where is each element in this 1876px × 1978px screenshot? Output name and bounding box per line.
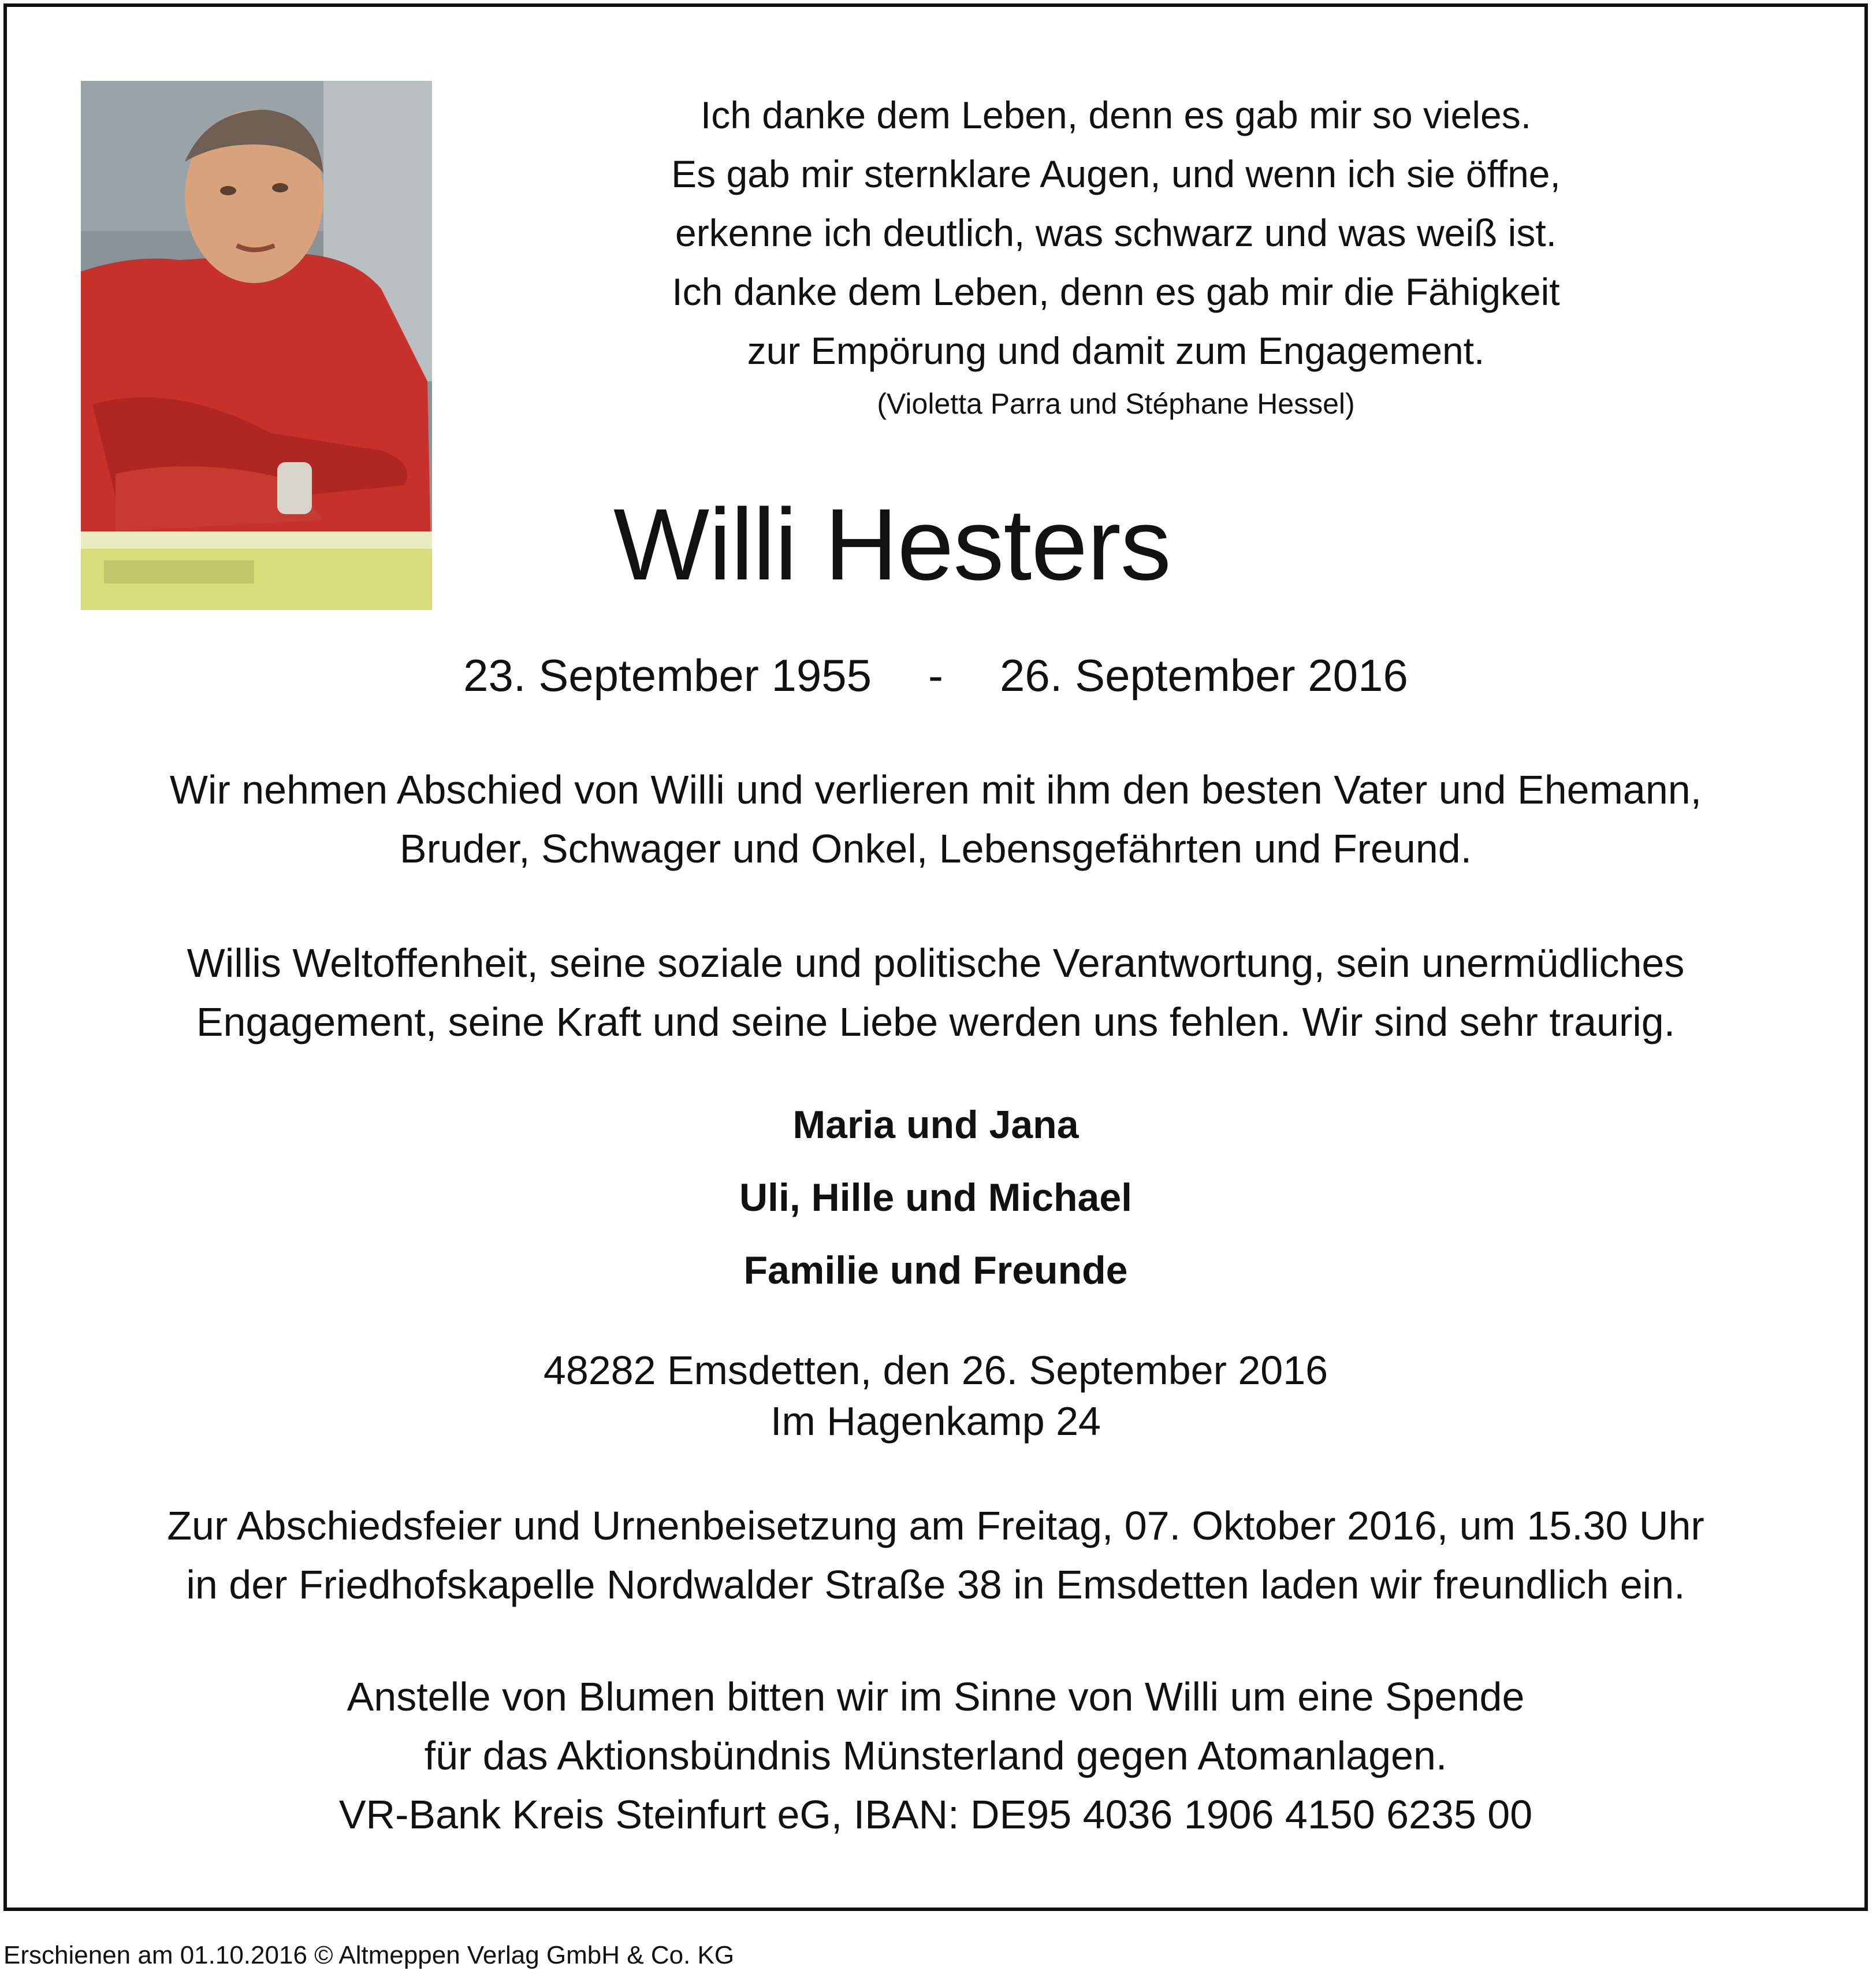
birth-date: 23. September 1955 <box>463 650 872 701</box>
poem <box>515 85 1717 380</box>
ceremony-line: in der Friedhofskapelle Nordwalder Straße 38 in Emsdetten laden wir freundlich ein. <box>186 1562 1685 1607</box>
poem-line: zur Empörung und damit zum Engagement. <box>747 329 1485 372</box>
date-separator: - <box>928 650 943 701</box>
life-dates <box>7 649 1864 702</box>
death-notice <box>3 3 1868 1911</box>
tribute-line: Engagement, seine Kraft und seine Liebe werden uns fehlen. Wir sind sehr traurig. <box>196 999 1676 1044</box>
death-date: 26. September 2016 <box>999 650 1408 701</box>
farewell-line: Bruder, Schwager und Onkel, Lebensgefährten und Freund. <box>399 826 1472 871</box>
tribute-text <box>7 934 1864 1051</box>
donation-line: für das Aktionsbündnis Münsterland gegen Atomanlagen. <box>424 1733 1447 1778</box>
ceremony-text <box>7 1496 1864 1614</box>
street-address: Im Hagenkamp 24 <box>770 1399 1101 1444</box>
city-date: 48282 Emsdetten, den 26. September 2016 <box>543 1348 1328 1393</box>
donation-text <box>7 1667 1864 1844</box>
farewell-text <box>7 760 1864 878</box>
address-block <box>7 1345 1864 1447</box>
tribute-line: Willis Weltoffenheit, seine soziale und politische Verantwortung, sein unermüdliches <box>187 940 1685 986</box>
ceremony-line: Zur Abschiedsfeier und Urnenbeisetzung am Freitag, 07. Oktober 2016, um 15.30 Uhr <box>167 1503 1704 1548</box>
poem-line: Es gab mir sternklare Augen, und wenn ich sie öffne, <box>671 153 1561 195</box>
donation-line: Anstelle von Blumen bitten wir im Sinne von Willi um eine Spende <box>347 1674 1525 1719</box>
publication-footer: Erschienen am 01.10.2016 © Altmeppen Verlag GmbH & Co. KG <box>3 1941 735 1969</box>
deceased-name: Willi Hesters <box>613 488 1171 601</box>
poem-line: Ich danke dem Leben, denn es gab mir die Fähigkeit <box>672 270 1560 313</box>
poem-source: (Violetta Parra und Stéphane Hessel) <box>877 388 1355 420</box>
portrait-illustration <box>81 81 432 610</box>
bank-details: VR-Bank Kreis Steinfurt eG, IBAN: DE95 4036 1906 4150 6235 00 <box>338 1792 1533 1837</box>
mourner-name: Uli, Hille und Michael <box>739 1176 1133 1219</box>
farewell-line: Wir nehmen Abschied von Willi und verlieren mit ihm den besten Vater und Ehemann, <box>169 767 1702 812</box>
mourner-name: Maria und Jana <box>792 1103 1079 1147</box>
poem-line: erkenne ich deutlich, was schwarz und was weiß ist. <box>675 211 1557 254</box>
poem-line: Ich danke dem Leben, denn es gab mir so vieles. <box>700 94 1532 136</box>
portrait-photo <box>81 81 432 610</box>
mourner-name: Familie und Freunde <box>743 1248 1128 1292</box>
